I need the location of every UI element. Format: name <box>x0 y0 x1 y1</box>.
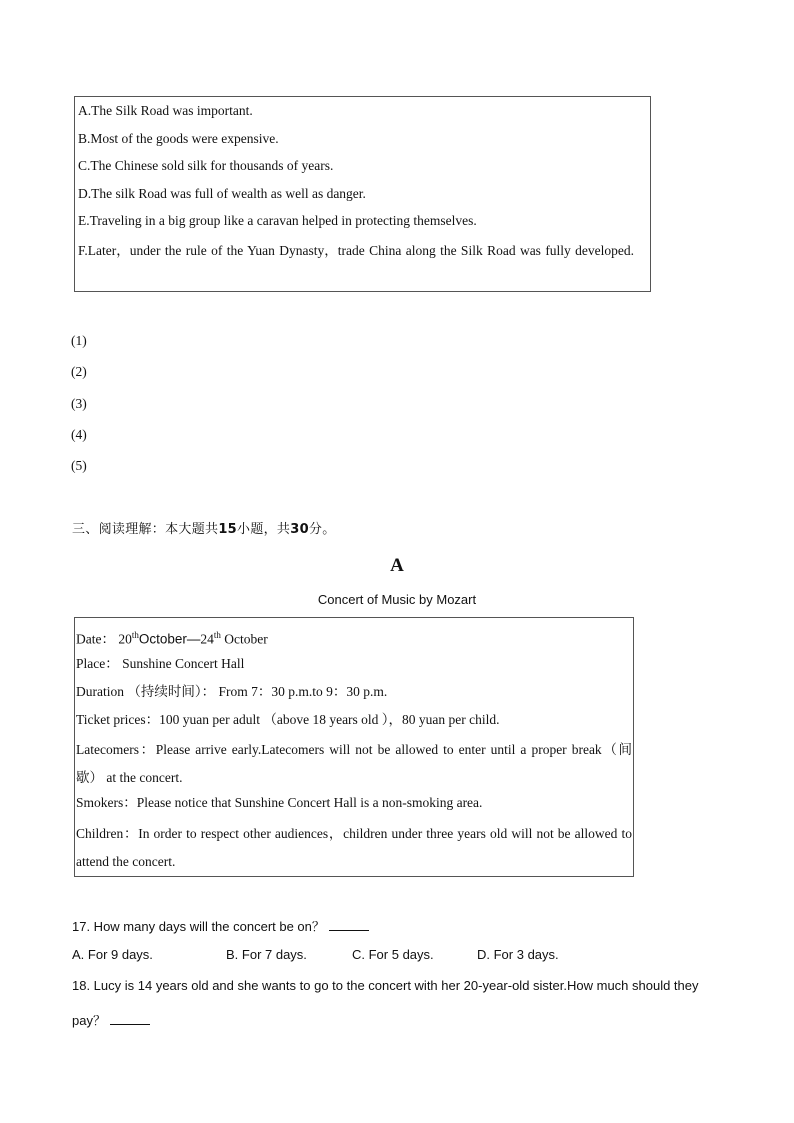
statement-e: E.Traveling in a big group like a caravan helped in protecting themselves. <box>78 213 477 228</box>
section-heading: 三、阅读理解：本大题共15小题，共30分。 <box>72 522 336 537</box>
statement-c: C.The Chinese sold silk for thousands of years. <box>78 158 334 173</box>
notice-children: Children：In order to respect other audiences，children under three years old will not be allowed to attend the concert. <box>76 825 632 869</box>
notice-duration: Duration （持续时间）： From 7：30 p.m.to 9：30 p.m. <box>76 683 388 699</box>
answer-number: (2) <box>71 364 87 380</box>
statement-b: B.Most of the goods were expensive. <box>78 130 279 146</box>
notice-place: Place： Sunshine Concert Hall <box>76 656 245 671</box>
concert-notice-box <box>74 617 634 877</box>
statement-d: D.The silk Road was full of wealth as well as danger. <box>78 185 366 201</box>
question-18-line1: 18. Lucy is 14 years old and she wants to go to the concert with her 20-year-old sister.How much should they <box>72 978 699 993</box>
concert-title: Concert of Music by Mozart <box>317 592 477 607</box>
statement-options-box <box>74 96 651 292</box>
answer-number: (4) <box>71 426 87 442</box>
notice-ticket-prices: Ticket prices：100 yuan per adult （above 18 years old ），80 yuan per child. <box>76 711 500 727</box>
option-a[interactable]: A. For 9 days. <box>72 947 153 962</box>
notice-smokers: Smokers：Please notice that Sunshine Concert Hall is a non-smoking area. <box>76 794 483 810</box>
answer-blank[interactable] <box>110 1012 150 1025</box>
question-17: 17. How many days will the concert be on？ <box>72 916 369 935</box>
question-18-line2: pay？ <box>72 1010 150 1029</box>
option-d[interactable]: D. For 3 days. <box>477 947 559 962</box>
answer-number: (1) <box>71 333 87 348</box>
passage-letter: A <box>390 555 404 576</box>
option-b[interactable]: B. For 7 days. <box>226 947 307 962</box>
answer-number: (3) <box>71 395 87 411</box>
answer-number: (5) <box>71 458 87 474</box>
notice-date: Date： 20thOctober—24th October <box>76 630 268 647</box>
answer-number-list <box>71 332 87 488</box>
notice-latecomers: Latecomers：Please arrive early.Latecomers will not be allowed to enter until a proper break（间歇） at the concert. <box>76 742 632 786</box>
option-c[interactable]: C. For 5 days. <box>352 947 434 962</box>
answer-blank[interactable] <box>329 918 369 931</box>
statement-f: F.Later，under the rule of the Yuan Dynasty，trade China along the Silk Road was fully developed. <box>78 242 635 258</box>
statement-a: A.The Silk Road was important. <box>78 103 253 118</box>
